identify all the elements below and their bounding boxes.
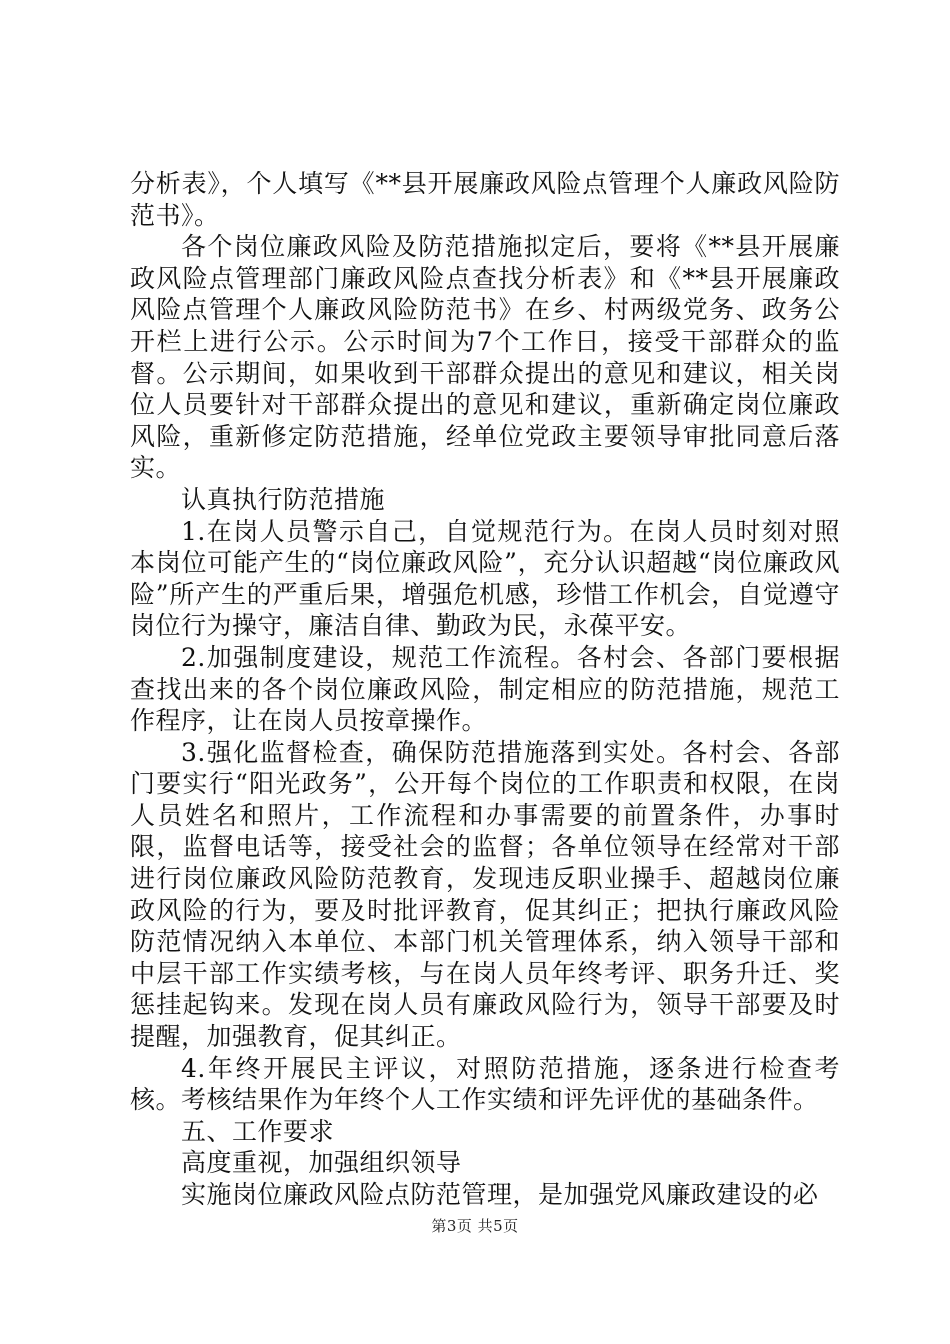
section-heading-implement-measures: 认真执行防范措施 (181, 484, 386, 514)
paragraph-last: 实施岗位廉政风险点防范管理，是加强党风廉政建设的必 (181, 1180, 819, 1209)
paragraph-item-2: 2.加强制度建设，规范工作流程。各村会、各部门要根据查找出来的各个岗位廉政风险，制定相应的防范措施，规范工作程序，让在岗人员按章操作。 (130, 642, 840, 736)
paragraph-item-1: 1.在岗人员警示自己，自觉规范行为。在岗人员时刻对照本岗位可能产生的“岗位廉政风险”，充分认识超越“岗位廉政风险”所产生的严重后果，增强危机感，珍惜工作机会，自觉遵守岗位行为操守，廉洁自律、勤政为民，永葆平安。 (130, 516, 840, 641)
section-heading-work-requirements: 五、工作要求 (181, 1116, 335, 1146)
paragraph-2: 各个岗位廉政风险及防范措施拟定后，要将《**县开展廉政风险点管理部门廉政风险点查找分析表》和《**县开展廉政风险点管理个人廉政风险防范书》在乡、村两级党务、政务公开栏上进行公示。公示时间为7个工作日，接受干部群众的监督。公示期间，如果收到干部群众提出的意见和建议，相关岗位人员要针对干部群众提出的意见和建议，重新确定岗位廉政风险，重新修定防范措施，经单位党政主要领导审批同意后落实。 (130, 232, 840, 483)
document-body (130, 168, 840, 1211)
paragraph-1: 分析表》，个人填写《**县开展廉政风险点管理个人廉政风险防范书》。 (130, 169, 840, 230)
page-footer: 第3页 共5页 (431, 1217, 519, 1235)
subheading-leadership: 高度重视，加强组织领导 (181, 1148, 462, 1178)
paragraph-item-4: 4.年终开展民主评议，对照防范措施，逐条进行检查考核。考核结果作为年终个人工作实绩和评先评优的基础条件。 (130, 1053, 840, 1115)
paragraph-item-3: 3.强化监督检查，确保防范措施落到实处。各村会、各部门要实行“阳光政务”，公开每个岗位的工作职责和权限，在岗人员姓名和照片，工作流程和办事需要的前置条件，办事时限，监督电话等，接受社会的监督；各单位领导在经常对干部进行岗位廉政风险防范教育，发现违反职业操手、超越岗位廉政风险的行为，要及时批评教育，促其纠正；把执行廉政风险防范情况纳入本单位、本部门机关管理体系，纳入领导干部和中层干部工作实绩考核，与在岗人员年终考评、职务升迁、奖惩挂起钩来。发现在岗人员有廉政风险行为，领导干部要及时提醒，加强教育，促其纠正。 (130, 737, 840, 1052)
